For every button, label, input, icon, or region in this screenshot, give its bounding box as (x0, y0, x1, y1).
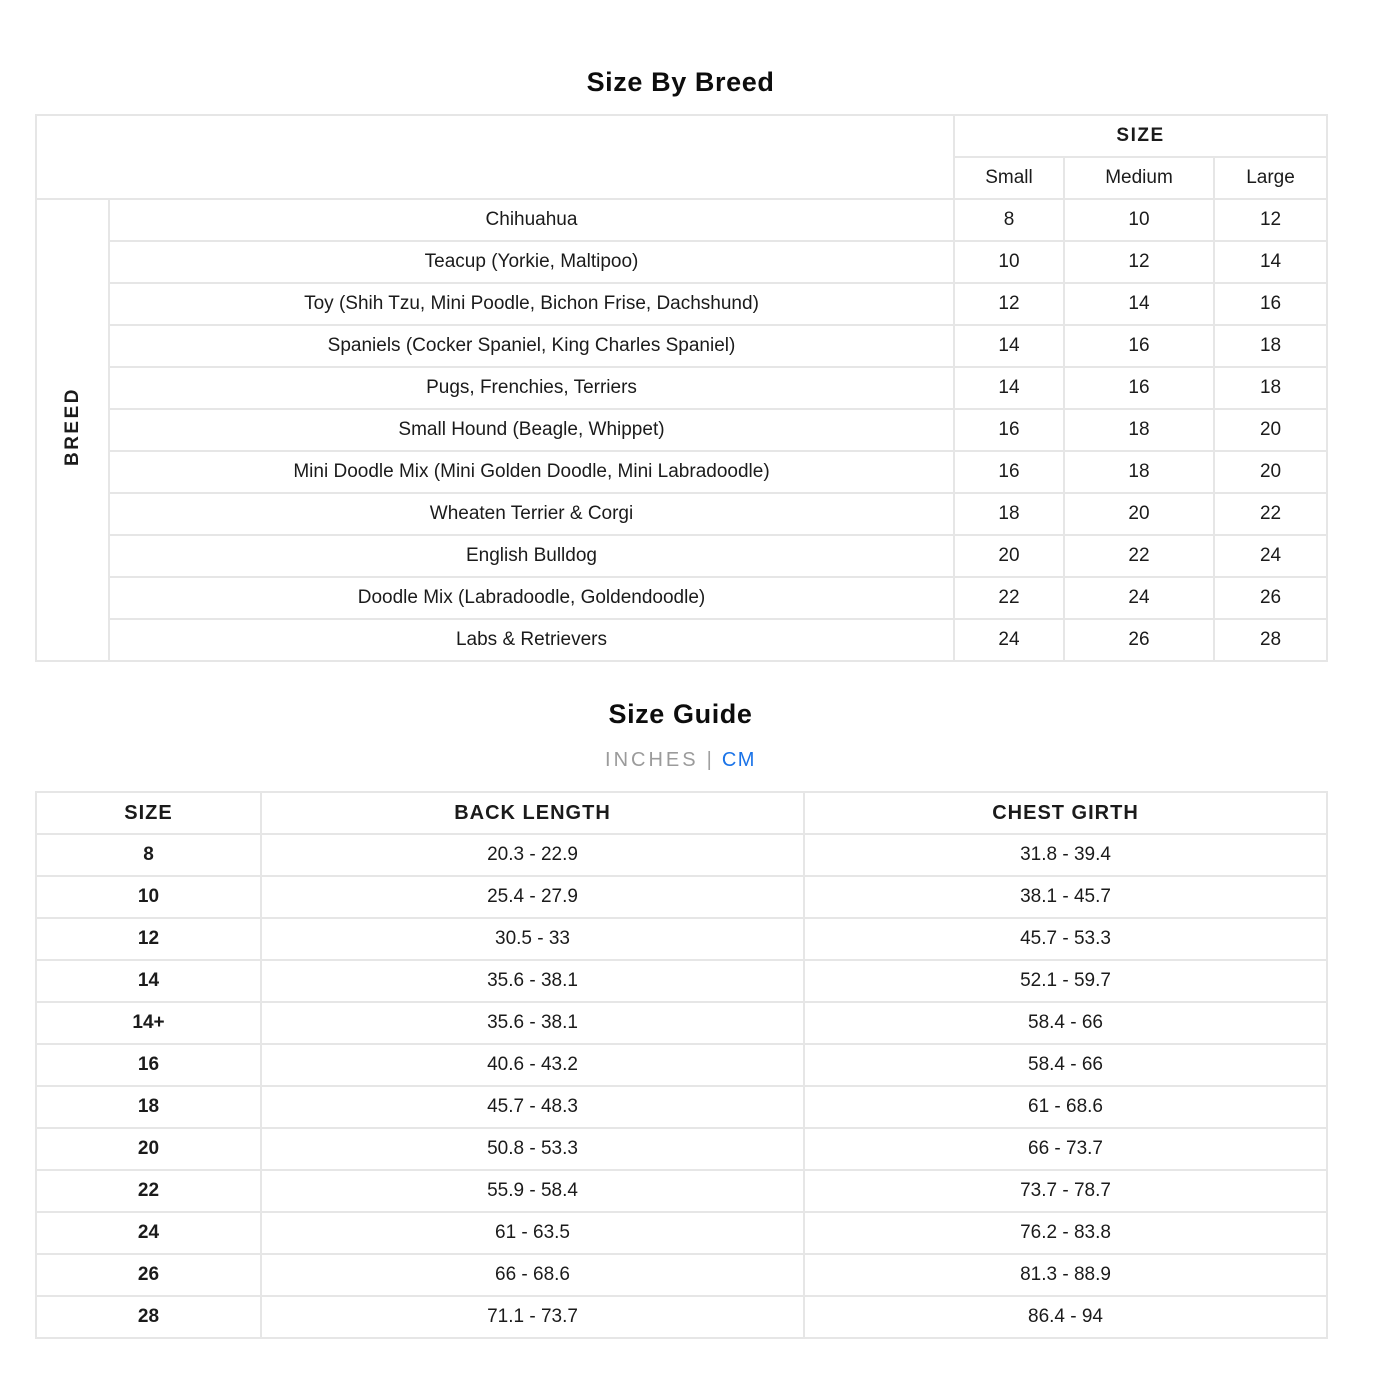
chest-girth-cell: 86.4 - 94 (804, 1296, 1327, 1338)
chest-girth-cell: 58.4 - 66 (804, 1044, 1327, 1086)
chest-girth-cell: 66 - 73.7 (804, 1128, 1327, 1170)
table-row (36, 1254, 1327, 1296)
size-value-cell: 16 (1214, 283, 1327, 325)
table-row (36, 1170, 1327, 1212)
breed-name-cell: Chihuahua (109, 199, 954, 241)
table-row (36, 241, 1327, 283)
table-row (36, 619, 1327, 661)
table-row (36, 1002, 1327, 1044)
size-value-cell: 26 (1214, 577, 1327, 619)
chest-girth-cell: 52.1 - 59.7 (804, 960, 1327, 1002)
size-guide-col-header-size: SIZE (36, 792, 261, 834)
breed-name-cell: Small Hound (Beagle, Whippet) (109, 409, 954, 451)
back-length-cell: 35.6 - 38.1 (261, 960, 804, 1002)
size-value-cell: 24 (1064, 577, 1214, 619)
breed-axis-cell (36, 199, 109, 661)
size-cell: 12 (36, 918, 261, 960)
size-value-cell: 18 (1214, 367, 1327, 409)
size-value-cell: 20 (1064, 493, 1214, 535)
unit-toggle (35, 747, 1326, 773)
breed-name-cell: Teacup (Yorkie, Maltipoo) (109, 241, 954, 283)
size-value-cell: 14 (954, 325, 1064, 367)
chest-girth-cell: 81.3 - 88.9 (804, 1254, 1327, 1296)
size-value-cell: 18 (1064, 409, 1214, 451)
size-col-header-small: Small (954, 157, 1064, 199)
chest-girth-cell: 58.4 - 66 (804, 1002, 1327, 1044)
size-col-header-medium: Medium (1064, 157, 1214, 199)
size-value-cell: 12 (1064, 241, 1214, 283)
table-row (36, 367, 1327, 409)
size-guide-col-header-back-length: BACK LENGTH (261, 792, 804, 834)
table-row (36, 960, 1327, 1002)
size-value-cell: 22 (1064, 535, 1214, 577)
inches-option[interactable]: INCHES (605, 749, 699, 771)
breed-name-cell: Wheaten Terrier & Corgi (109, 493, 954, 535)
size-cell: 20 (36, 1128, 261, 1170)
chest-girth-cell: 31.8 - 39.4 (804, 834, 1327, 876)
table-row (36, 535, 1327, 577)
table-row (36, 493, 1327, 535)
size-cell: 18 (36, 1086, 261, 1128)
size-guide-table (35, 791, 1328, 1339)
table-row (36, 1128, 1327, 1170)
size-value-cell: 22 (954, 577, 1064, 619)
size-value-cell: 10 (1064, 199, 1214, 241)
table-row (36, 451, 1327, 493)
size-value-cell: 16 (954, 409, 1064, 451)
unit-separator: | (706, 749, 712, 771)
size-cell: 16 (36, 1044, 261, 1086)
back-length-cell: 35.6 - 38.1 (261, 1002, 804, 1044)
size-value-cell: 20 (1214, 409, 1327, 451)
size-value-cell: 14 (1214, 241, 1327, 283)
table-row (36, 577, 1327, 619)
size-col-header-large: Large (1214, 157, 1327, 199)
table-row (36, 918, 1327, 960)
size-cell: 26 (36, 1254, 261, 1296)
corner-cell (36, 115, 954, 199)
size-value-cell: 20 (1214, 451, 1327, 493)
size-value-cell: 14 (1064, 283, 1214, 325)
size-value-cell: 16 (1064, 367, 1214, 409)
size-group-header: SIZE (954, 115, 1327, 157)
chest-girth-cell: 76.2 - 83.8 (804, 1212, 1327, 1254)
size-cell: 24 (36, 1212, 261, 1254)
table-row (36, 409, 1327, 451)
back-length-cell: 45.7 - 48.3 (261, 1086, 804, 1128)
size-value-cell: 20 (954, 535, 1064, 577)
size-cell: 22 (36, 1170, 261, 1212)
size-value-cell: 18 (1064, 451, 1214, 493)
size-value-cell: 28 (1214, 619, 1327, 661)
size-guide-col-header-chest-girth: CHEST GIRTH (804, 792, 1327, 834)
table-row (36, 792, 1327, 834)
table-row (36, 834, 1327, 876)
size-value-cell: 12 (954, 283, 1064, 325)
breed-name-cell: Pugs, Frenchies, Terriers (109, 367, 954, 409)
back-length-cell: 61 - 63.5 (261, 1212, 804, 1254)
table-row (36, 115, 1327, 157)
size-value-cell: 12 (1214, 199, 1327, 241)
size-value-cell: 8 (954, 199, 1064, 241)
size-guide-title: Size Guide (608, 699, 753, 729)
size-cell: 28 (36, 1296, 261, 1338)
size-value-cell: 16 (1064, 325, 1214, 367)
back-length-cell: 30.5 - 33 (261, 918, 804, 960)
size-value-cell: 22 (1214, 493, 1327, 535)
breed-name-cell: Mini Doodle Mix (Mini Golden Doodle, Mini Labradoodle) (109, 451, 954, 493)
back-length-cell: 25.4 - 27.9 (261, 876, 804, 918)
breed-name-cell: Doodle Mix (Labradoodle, Goldendoodle) (109, 577, 954, 619)
table-row (36, 1086, 1327, 1128)
size-cell: 10 (36, 876, 261, 918)
back-length-cell: 50.8 - 53.3 (261, 1128, 804, 1170)
chest-girth-cell: 45.7 - 53.3 (804, 918, 1327, 960)
size-value-cell: 24 (1214, 535, 1327, 577)
table-row (36, 325, 1327, 367)
size-value-cell: 18 (1214, 325, 1327, 367)
table-row (36, 199, 1327, 241)
back-length-cell: 71.1 - 73.7 (261, 1296, 804, 1338)
size-value-cell: 26 (1064, 619, 1214, 661)
size-by-breed-table (35, 114, 1328, 662)
size-by-breed-title: Size By Breed (586, 67, 775, 97)
size-cell: 14+ (36, 1002, 261, 1044)
page-content (35, 0, 1326, 1339)
cm-option[interactable]: CM (721, 749, 756, 771)
chest-girth-cell: 61 - 68.6 (804, 1086, 1327, 1128)
breed-name-cell: Labs & Retrievers (109, 619, 954, 661)
size-cell: 14 (36, 960, 261, 1002)
back-length-cell: 66 - 68.6 (261, 1254, 804, 1296)
size-value-cell: 18 (954, 493, 1064, 535)
breed-name-cell: English Bulldog (109, 535, 954, 577)
table-row (36, 1296, 1327, 1338)
size-value-cell: 16 (954, 451, 1064, 493)
back-length-cell: 20.3 - 22.9 (261, 834, 804, 876)
size-value-cell: 10 (954, 241, 1064, 283)
back-length-cell: 40.6 - 43.2 (261, 1044, 804, 1086)
breed-name-cell: Toy (Shih Tzu, Mini Poodle, Bichon Frise, Dachshund) (109, 283, 954, 325)
table-row (36, 1044, 1327, 1086)
breed-axis-label: BREED (62, 387, 83, 467)
chest-girth-cell: 38.1 - 45.7 (804, 876, 1327, 918)
chest-girth-cell: 73.7 - 78.7 (804, 1170, 1327, 1212)
breed-name-cell: Spaniels (Cocker Spaniel, King Charles Spaniel) (109, 325, 954, 367)
table-row (36, 1212, 1327, 1254)
table-row (36, 876, 1327, 918)
table-row (36, 283, 1327, 325)
size-cell: 8 (36, 834, 261, 876)
back-length-cell: 55.9 - 58.4 (261, 1170, 804, 1212)
size-value-cell: 24 (954, 619, 1064, 661)
size-value-cell: 14 (954, 367, 1064, 409)
